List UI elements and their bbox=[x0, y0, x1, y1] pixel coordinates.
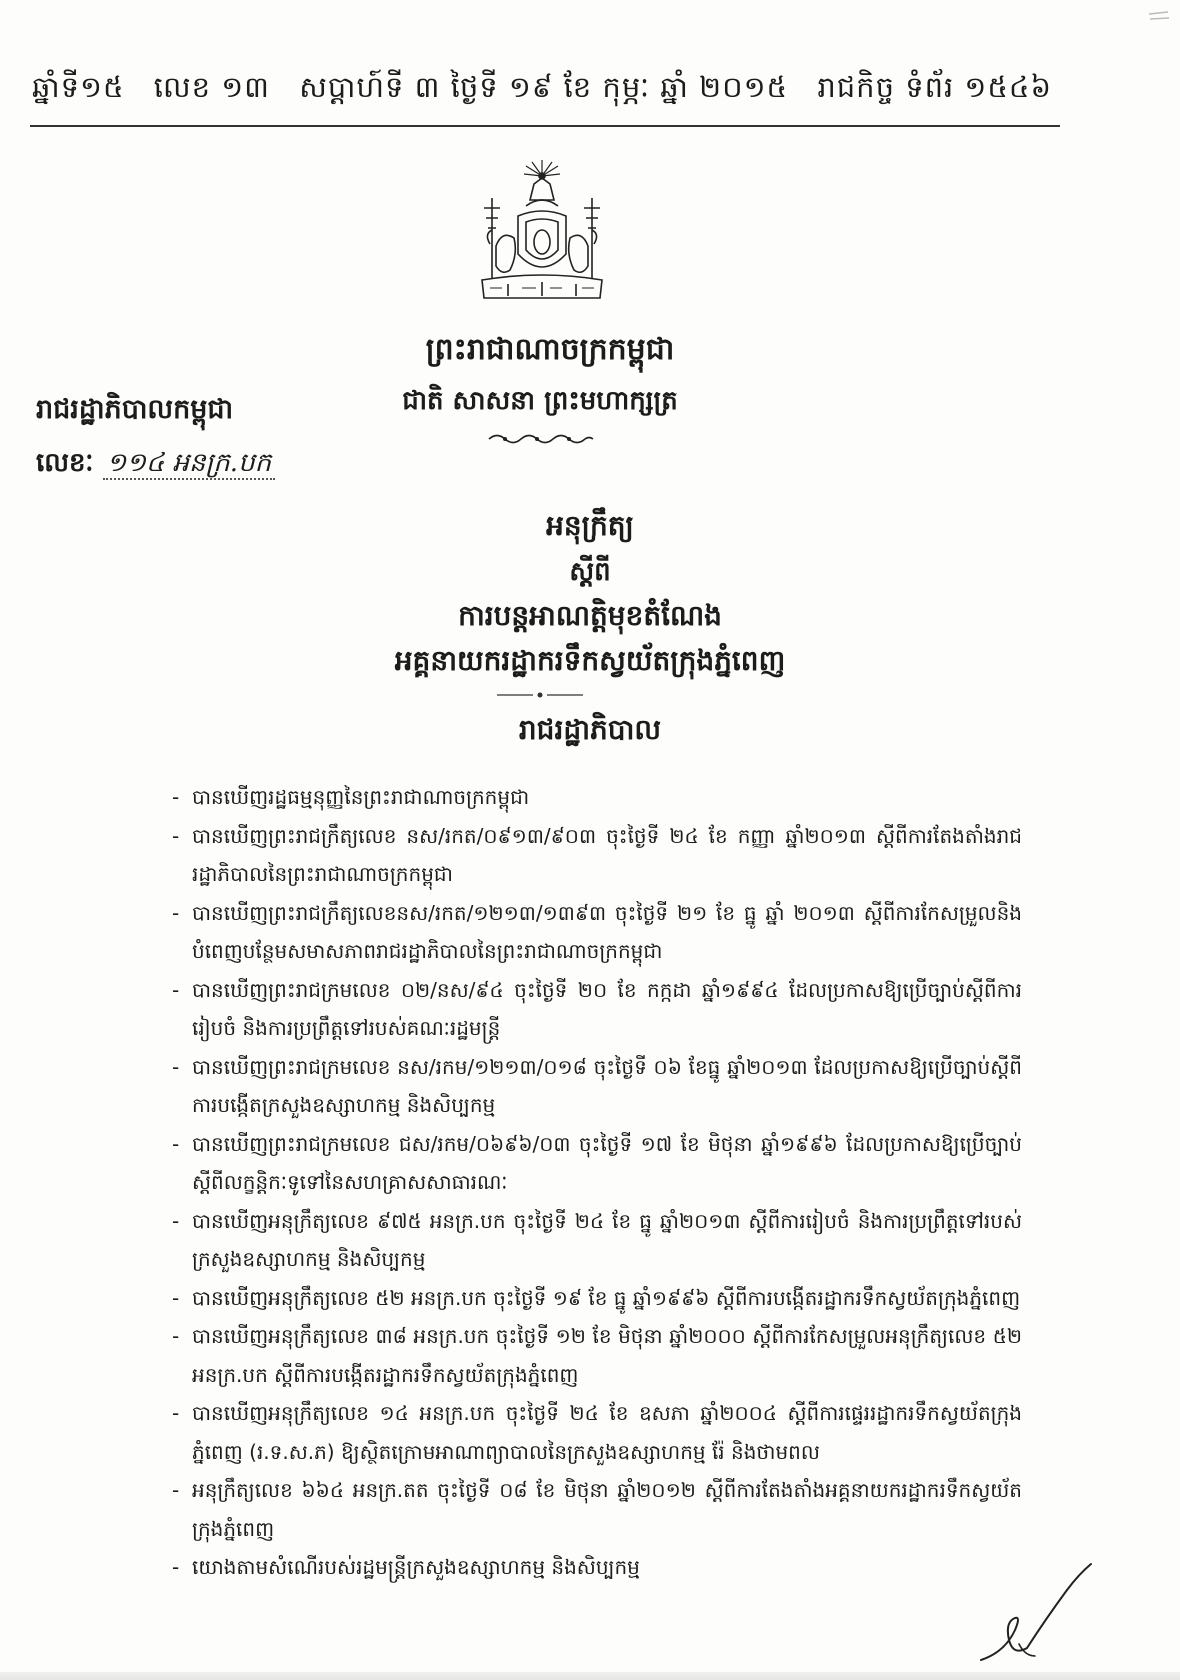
kingdom-title: ព្រះរាជាណាចក្រកម្ពុជា bbox=[425, 332, 675, 367]
list-item: - បានឃើញអនុក្រឹត្យលេខ ១៤ អនក្រ.បក ចុះថ្ងៃទី ២៤ ខែ ឧសភា ឆ្នាំ២០០៤ ស្តីពីការផ្ទេររដ្ឋាករទឹកស្វយ័តក្រុងភ្នំពេញ (រ.ទ.ស.ភ) ឱ្យស្ថិតក្រោមអាណាព្យាបាលនៃក្រសួងឧស្សាហកម្ម រ៉ែ និងថាមពល bbox=[172, 1401, 1022, 1464]
national-motto: ជាតិ សាសនា ព្រះមហាក្សត្រ bbox=[402, 386, 678, 416]
considerations-list bbox=[172, 778, 1022, 1587]
list-item: - បានឃើញព្រះរាជក្រមលេខ នស/រកម/១២១៣/០១៨ ចុះថ្ងៃទី ០៦ ខែធ្នូ ឆ្នាំ២០១៣ ដែលប្រកាសឱ្យប្រើច្បាប់ស្តីពីការបង្កើតក្រសួងឧស្សាហកម្ម និងសិប្បកម្ម bbox=[172, 1054, 1022, 1117]
reference-number-label: លេខៈ bbox=[36, 448, 94, 478]
list-item: - បានឃើញព្រះរាជក្រឹត្យលេខនស/រកត/១២១៣/១៣៩៣ ចុះថ្ងៃទី ២១ ខែ ធ្នូ ឆ្នាំ ២០១៣ ស្តីពីការកែសម្រួលនិងបំពេញបន្ថែមសមាសភាពរាជរដ្ឋាភិបាលនៃព្រះរាជាណាចក្រកម្ពុជា bbox=[172, 900, 1022, 963]
ornamental-flourish-icon bbox=[485, 430, 595, 448]
list-item: - បានឃើញព្រះរាជក្រមលេខ ជស/រកម/០៦៩៦/០៣ ចុះថ្ងៃទី ១៧ ខែ មិថុនា ឆ្នាំ១៩៩៦ ដែលប្រកាសឱ្យប្រើច្បាប់ស្តីពីលក្ខន្តិកៈទូទៅនៃសហគ្រាសសាធារណៈ bbox=[172, 1131, 1022, 1194]
title-divider-icon bbox=[495, 690, 585, 700]
list-item: - បានឃើញអនុក្រឹត្យលេខ ៥២ អនក្រ.បក ចុះថ្ងៃទី ១៩ ខែ ធ្នូ ឆ្នាំ១៩៩៦ ស្តីពីការបង្កើតរដ្ឋាករទឹកស្វយ័តក្រុងភ្នំពេញ bbox=[172, 1285, 1021, 1310]
consideration-text: បានឃើញព្រះរាជក្រមលេខ នស/រកម/១២១៣/០១៨ ចុះថ្ងៃទី ០៦ ខែធ្នូ ឆ្នាំ២០១៣ ដែលប្រកាសឱ្យប្រើច្បាប់ស្តីពីការបង្កើតក្រសួងឧស្សាហកម្ម និងសិប្បកម្ម bbox=[192, 1054, 1022, 1117]
consideration-text: បានឃើញអនុក្រឹត្យលេខ ៩៧៥ អនក្រ.បក ចុះថ្ងៃទី ២៤ ខែ ធ្នូ ឆ្នាំ២០១៣ ស្តីពីការរៀបចំ និងការប្រព្រឹត្តទៅរបស់ក្រសួងឧស្សាហកម្ម និងសិប្បកម្ម bbox=[192, 1208, 1022, 1271]
list-item: - យោងតាមសំណើរបស់រដ្ឋមន្ត្រីក្រសួងឧស្សាហកម្ម និងសិប្បកម្ម bbox=[172, 1555, 640, 1579]
document-type: អនុក្រឹត្យ bbox=[546, 509, 634, 542]
list-item: - បានឃើញអនុក្រឹត្យលេខ ៣៨ អនក្រ.បក ចុះថ្ងៃទី ១២ ខែ មិថុនា ឆ្នាំ២០០០ ស្តីពីការកែសម្រួលអនុក្រឹត្យលេខ ៥២ អនក្រ.បក ស្តីពីការបង្កើតរដ្ឋាករទឹកស្វយ័តក្រុងភ្នំពេញ bbox=[172, 1324, 1022, 1387]
consideration-text: បានឃើញរដ្ឋធម្មនុញ្ញនៃព្រះរាជាណាចក្រកម្ពុជា bbox=[192, 785, 530, 809]
consideration-text: បានឃើញអនុក្រឹត្យលេខ ៥២ អនក្រ.បក ចុះថ្ងៃទី ១៩ ខែ ធ្នូ ឆ្នាំ១៩៩៦ ស្តីពីការបង្កើតរដ្ឋាករទឹកស្វយ័តក្រុងភ្នំពេញ bbox=[192, 1285, 1021, 1310]
document-subject-line-1: ការបន្តអាណត្តិមុខតំណែង bbox=[458, 599, 722, 632]
consideration-text: បានឃើញព្រះរាជក្រឹត្យលេខនស/រកត/១២១៣/១៣៩៣ ចុះថ្ងៃទី ២១ ខែ ធ្នូ ឆ្នាំ ២០១៣ ស្តីពីការកែសម្រួលនិងបំពេញបន្ថែមសមាសភាពរាជរដ្ឋាភិបាលនៃព្រះរាជាណាចក្រកម្ពុជា bbox=[192, 900, 1022, 963]
gazette-year: ឆ្នាំទី១៥ bbox=[32, 70, 125, 104]
header-divider bbox=[30, 125, 1060, 127]
document-subject-line-2: អគ្គនាយករដ្ឋាករទឹកស្វយ័តក្រុងភ្នំពេញ bbox=[394, 644, 786, 677]
list-item: - បានឃើញព្រះរាជក្រឹត្យលេខ នស/រកត/០៩១៣/៩០៣ ចុះថ្ងៃទី ២៤ ខែ កញ្ញា ឆ្នាំ២០១៣ ស្តីពីការតែងតាំងរាជរដ្ឋាភិបាលនៃព្រះរាជាណាចក្រកម្ពុជា bbox=[172, 823, 1022, 886]
issuing-authority: រាជរដ្ឋាភិបាលកម្ពុជា bbox=[36, 394, 234, 425]
gazette-issue: លេខ ១៣ bbox=[153, 70, 270, 104]
government-heading: រាជរដ្ឋាភិបាល bbox=[518, 713, 662, 746]
consideration-text: បានឃើញព្រះរាជក្រមលេខ ជស/រកម/០៦៩៦/០៣ ចុះថ្ងៃទី ១៧ ខែ មិថុនា ឆ្នាំ១៩៩៦ ដែលប្រកាសឱ្យប្រើច្បាប់ស្តីពីលក្ខន្តិកៈទូទៅនៃសហគ្រាសសាធារណៈ bbox=[192, 1131, 1022, 1194]
consideration-text: បានឃើញព្រះរាជក្រឹត្យលេខ នស/រកត/០៩១៣/៩០៣ ចុះថ្ងៃទី ២៤ ខែ កញ្ញា ឆ្នាំ២០១៣ ស្តីពីការតែងតាំងរាជរដ្ឋាភិបាលនៃព្រះរាជាណាចក្រកម្ពុជា bbox=[192, 823, 1022, 886]
consideration-text: បានឃើញព្រះរាជក្រមលេខ ០២/នស/៩៤ ចុះថ្ងៃទី ២០ ខែ កក្កដា ឆ្នាំ១៩៩៤ ដែលប្រកាសឱ្យប្រើច្បាប់ស្តីពីការរៀបចំ និងការប្រព្រឹត្តទៅរបស់គណៈរដ្ឋមន្ត្រី bbox=[192, 977, 1022, 1040]
consideration-text: បានឃើញអនុក្រឹត្យលេខ ៣៨ អនក្រ.បក ចុះថ្ងៃទី ១២ ខែ មិថុនា ឆ្នាំ២០០០ ស្តីពីការកែសម្រួលអនុក្រឹត្យលេខ ៥២ អនក្រ.បក ស្តីពីការបង្កើតរដ្ឋាករទឹកស្វយ័តក្រុងភ្នំពេញ bbox=[192, 1324, 1022, 1387]
scan-edge bbox=[0, 1672, 1180, 1680]
list-item: - បានឃើញអនុក្រឹត្យលេខ ៩៧៥ អនក្រ.បក ចុះថ្ងៃទី ២៤ ខែ ធ្នូ ឆ្នាំ២០១៣ ស្តីពីការរៀបចំ និងការប្រព្រឹត្តទៅរបស់ក្រសួងឧស្សាហកម្ម និងសិប្បកម្ម bbox=[172, 1208, 1022, 1271]
scan-corner-mark bbox=[1148, 10, 1170, 26]
royal-coat-of-arms-icon bbox=[462, 158, 622, 318]
list-item: - បានឃើញព្រះរាជក្រមលេខ ០២/នស/៩៤ ចុះថ្ងៃទី ២០ ខែ កក្កដា ឆ្នាំ១៩៩៤ ដែលប្រកាសឱ្យប្រើច្បាប់ស្តីពីការរៀបចំ និងការប្រព្រឹត្តទៅរបស់គណៈរដ្ឋមន្ត្រី bbox=[172, 977, 1022, 1040]
reference-number bbox=[36, 446, 275, 484]
document-about: ស្តីពី bbox=[569, 557, 611, 587]
reference-number-value: ១១៤ អនក្រ.បក bbox=[103, 448, 276, 480]
list-item: - អនុក្រឹត្យលេខ ៦៦៤ អនក្រ.តត ចុះថ្ងៃទី ០៨ ខែ មិថុនា ឆ្នាំ២០១២ ស្តីពីការតែងតាំងអគ្គនាយករដ្ឋាករទឹកស្វយ័តក្រុងភ្នំពេញ bbox=[172, 1478, 1022, 1541]
signature-initial bbox=[975, 1560, 1095, 1670]
consideration-text: អនុក្រឹត្យលេខ ៦៦៤ អនក្រ.តត ចុះថ្ងៃទី ០៨ ខែ មិថុនា ឆ្នាំ២០១២ ស្តីពីការតែងតាំងអគ្គនាយករដ្ឋាករទឹកស្វយ័តក្រុងភ្នំពេញ bbox=[192, 1478, 1022, 1541]
gazette-week-date: សប្តាហ៍ទី ៣ ថ្ងៃទី ១៩ ខែ កុម្ភៈ ឆ្នាំ ២០១៥ bbox=[299, 70, 789, 104]
consideration-text: យោងតាមសំណើរបស់រដ្ឋមន្ត្រីក្រសួងឧស្សាហកម្ម និងសិប្បកម្ម bbox=[192, 1555, 640, 1579]
consideration-text: បានឃើញអនុក្រឹត្យលេខ ១៤ អនក្រ.បក ចុះថ្ងៃទី ២៤ ខែ ឧសភា ឆ្នាំ២០០៤ ស្តីពីការផ្ទេររដ្ឋាករទឹកស្វយ័តក្រុងភ្នំពេញ (រ.ទ.ស.ភ) ឱ្យស្ថិតក្រោមអាណាព្យាបាលនៃក្រសួងឧស្សាហកម្ម រ៉ែ និងថាមពល bbox=[192, 1401, 1022, 1464]
gazette-header bbox=[32, 70, 1052, 112]
list-item: - បានឃើញរដ្ឋធម្មនុញ្ញនៃព្រះរាជាណាចក្រកម្ពុជា bbox=[172, 785, 530, 809]
gazette-page: រាជកិច្ច ទំព័រ ១៥៤៦ bbox=[817, 70, 1052, 104]
